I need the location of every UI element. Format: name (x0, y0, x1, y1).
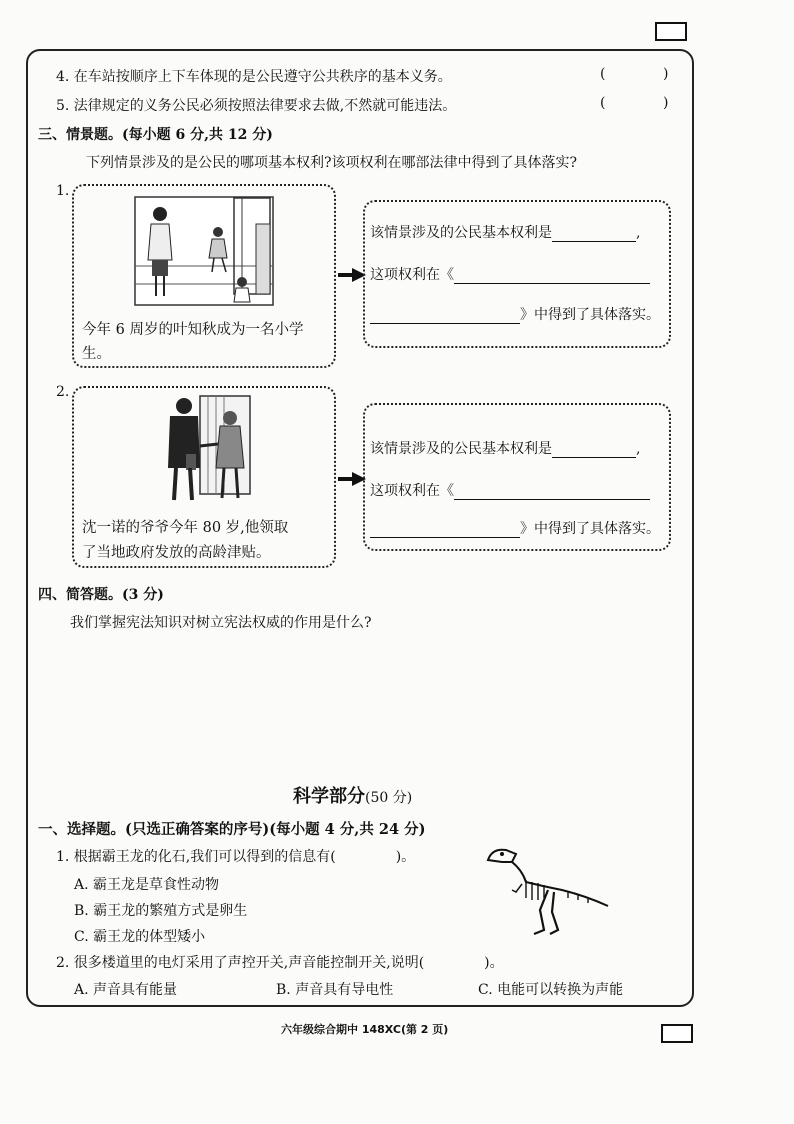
scenario1-number: 1. (56, 183, 70, 199)
scenario1-law-suffix: 》中得到了具体落实。 (520, 307, 660, 323)
science-title-text: 科学部分 (293, 786, 365, 807)
school-entrance-illustration (134, 196, 274, 306)
science-q2-stem-text: 2. 很多楼道里的电灯采用了声控开关,声音能控制开关,说明( (56, 955, 425, 971)
scenario2-right-label: 该情景涉及的公民基本权利是 (370, 441, 552, 457)
section4-answer-area[interactable] (56, 640, 676, 770)
scenario2-law-line (370, 480, 650, 500)
answer-paren-q4-open[interactable]: ( (600, 66, 606, 82)
section4-heading: 四、简答题。(3 分) (38, 587, 164, 603)
science-title (293, 782, 412, 808)
top-right-corner-box (655, 22, 687, 41)
bottom-right-corner-box (661, 1024, 693, 1043)
answer-paren-q5-close: ) (663, 95, 669, 111)
judgment-q5: 5. 法律规定的义务公民必须按照法律要求去做,不然就可能违法。 (56, 98, 457, 114)
science-score: (50 分) (365, 790, 413, 806)
scenario2-right-prompt (370, 438, 640, 458)
scenario2-arrow-icon (338, 472, 366, 486)
scenario1-caption-line1: 今年 6 周岁的叶知秋成为一名小学 (82, 322, 304, 338)
scenario2-law-line2 (370, 518, 660, 538)
judgment-q4: 4. 在车站按顺序上下车体现的是公民遵守公共秩序的基本义务。 (56, 69, 452, 85)
scenario1-right-label: 该情景涉及的公民基本权利是 (370, 225, 552, 241)
science-section1-heading: 一、选择题。(只选正确答案的序号)(每小题 4 分,共 24 分) (38, 821, 426, 838)
science-q1-stem-end: )。 (395, 849, 416, 865)
science-q1-option-a: A. 霸王龙是草食性动物 (74, 877, 220, 893)
science-q2-option-c: C. 电能可以转换为声能 (478, 982, 624, 998)
scenario1-law-line (370, 264, 650, 284)
page-footer: 六年级综合期中 148XC(第 2 页) (281, 1023, 449, 1036)
scenario2-law-blank-1[interactable] (454, 485, 650, 500)
answer-paren-q4-close: ) (663, 66, 669, 82)
scenario1-law-blank-2[interactable] (370, 309, 520, 324)
science-q1-stem (56, 846, 415, 866)
scenario2-law-prefix: 这项权利在《 (370, 483, 454, 499)
scenario1-law-blank-1[interactable] (454, 269, 650, 284)
scenario1-law-line2 (370, 304, 660, 324)
science-q2-option-a: A. 声音具有能量 (74, 982, 178, 998)
section3-instruction: 下列情景涉及的是公民的哪项基本权利?该项权利在哪部法律中得到了具体落实? (86, 155, 578, 171)
scenario2-law-suffix: 》中得到了具体落实。 (520, 521, 660, 537)
scenario1-arrow-icon (338, 268, 366, 282)
section3-heading: 三、情景题。(每小题 6 分,共 12 分) (38, 127, 273, 143)
science-q1-stem-text: 1. 根据霸王龙的化石,我们可以得到的信息有( (56, 849, 336, 865)
scenario2-number: 2. (56, 384, 70, 400)
scenario1-caption-line2: 生。 (82, 346, 111, 362)
scenario1-right-comma: , (636, 225, 641, 241)
scenario2-law-blank-2[interactable] (370, 523, 520, 538)
science-q2-option-b: B. 声音具有导电性 (276, 982, 394, 998)
section4-question: 我们掌握宪法知识对树立宪法权威的作用是什么? (70, 615, 372, 631)
scenario1-right-blank[interactable] (552, 227, 636, 242)
science-q2-stem-end: )。 (484, 955, 504, 971)
science-q2-stem (56, 952, 504, 972)
trex-skeleton-illustration (482, 840, 612, 936)
scenario1-law-prefix: 这项权利在《 (370, 267, 454, 283)
answer-paren-q5-open[interactable]: ( (600, 95, 606, 111)
scenario2-right-blank[interactable] (552, 443, 636, 458)
scenario2-right-comma: , (636, 441, 641, 457)
elder-allowance-illustration (156, 394, 252, 506)
science-q1-option-b: B. 霸王龙的繁殖方式是卵生 (74, 903, 248, 919)
scenario1-right-prompt (370, 222, 640, 242)
science-q1-option-c: C. 霸王龙的体型矮小 (74, 929, 206, 945)
scenario2-caption-line1: 沈一诺的爷爷今年 80 岁,他领取 (82, 520, 289, 536)
scenario2-caption-line2: 了当地政府发放的高龄津贴。 (82, 545, 271, 561)
